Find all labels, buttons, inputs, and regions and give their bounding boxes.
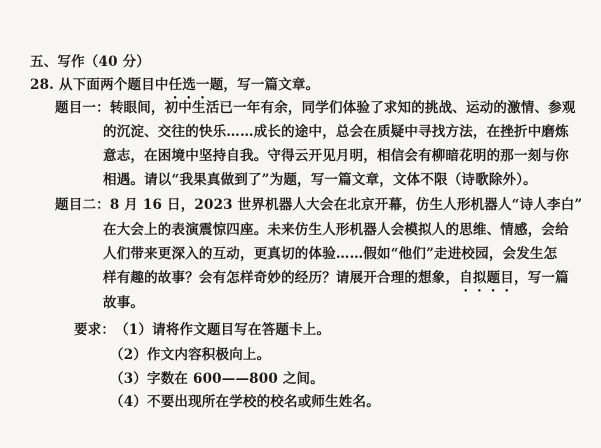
requirement-4: （4）不要出现所在学校的校名或师生姓名。	[110, 394, 380, 410]
requirement-1	[74, 318, 330, 338]
topic1-line-3: 意志，在困境中坚持自我。守得云开见月明，相信会有柳暗花明的那一刻与你	[103, 148, 569, 164]
requirement-2: （2）作文内容积极向上。	[110, 347, 271, 363]
topic2-line-1	[55, 193, 582, 213]
topic1-text: 转眼间，初中生活已一年有余，同学们体验了求知的挑战、运动的激情、参观	[109, 100, 576, 116]
topic2-line-2: 在大会上的表演震惊四座。未来仿生人形机器人会模拟人的思维、情感，会给	[103, 222, 569, 238]
question-emphasis: 任选一	[168, 77, 210, 93]
topic2-line-4-tail: ，写一篇	[514, 270, 569, 286]
topic2-line-5: 故事。	[103, 295, 145, 311]
question-number: 28.	[30, 77, 55, 93]
section-title: 五、写作（40 分）	[30, 54, 150, 70]
topic1-label: 题目一：	[55, 100, 110, 116]
topic2-line-4-text: 样有趣的故事？会有怎样奇妙的经历？请展开合理的想象，	[103, 270, 460, 286]
topic2-text: 8 月 16 日，2023 世界机器人大会在北京开幕，仿生人形机器人“诗人李白”	[109, 197, 583, 213]
topic2-label: 题目二：	[55, 197, 110, 213]
requirement-1-text: （1）请将作文题目写在答题卡上。	[115, 322, 331, 338]
topic2-line-3: 人们带来更深入的互动，更真切的体验……假如“他们”走进校园，会发生怎	[103, 246, 558, 262]
requirement-3: （3）字数在 600——800 之间。	[110, 371, 324, 387]
topic1-line-2: 的沉淀、交往的快乐……成长的途中，总会在质疑中寻找方法，在挫折中磨炼	[103, 124, 569, 140]
question-text-pre: 从下面两个题目中	[59, 77, 169, 93]
topic1-line-4: 相遇。请以“我果真做到了”为题，写一篇文章，文体不限（诗歌除外）。	[103, 172, 537, 188]
topic1-line-1	[55, 96, 576, 116]
topic2-emphasis: 自拟题目	[459, 270, 515, 286]
question-text-post: 题，写一篇文章。	[209, 77, 320, 93]
topic2-line-4	[103, 266, 569, 295]
requirements-label: 要求：	[74, 322, 116, 338]
